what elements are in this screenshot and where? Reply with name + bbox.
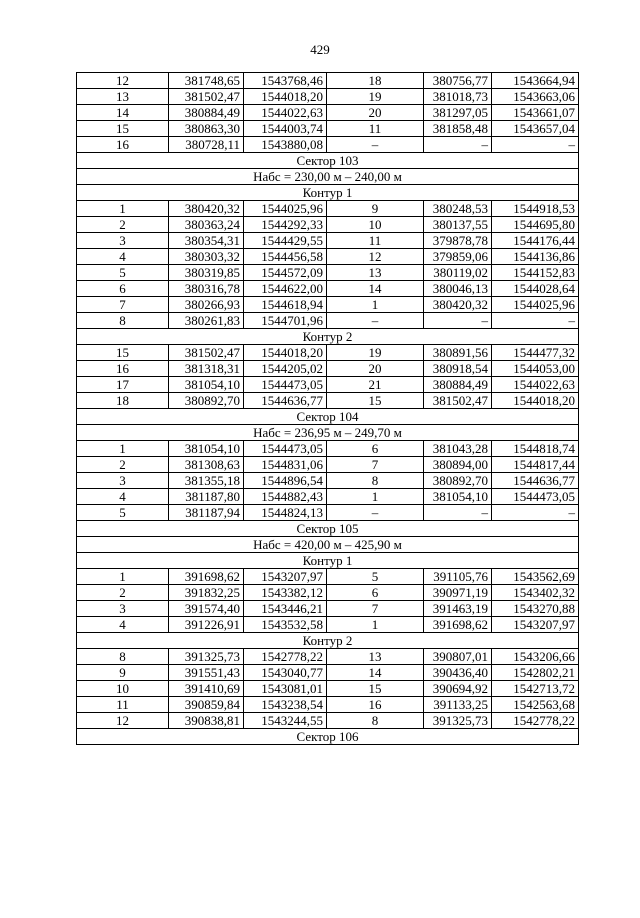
y-coordinate: 1543402,32 <box>492 585 579 601</box>
table-row <box>77 393 579 409</box>
y-coordinate: 1544477,32 <box>492 345 579 361</box>
x-coordinate: 380319,85 <box>169 265 244 281</box>
section-header-row <box>77 153 579 169</box>
x-coordinate: 391133,25 <box>424 697 492 713</box>
point-number: 5 <box>77 505 169 521</box>
x-coordinate: 380918,54 <box>424 361 492 377</box>
y-coordinate: 1544022,63 <box>244 105 327 121</box>
point-number: 19 <box>327 89 424 105</box>
x-coordinate: 391698,62 <box>169 569 244 585</box>
x-coordinate: 381187,94 <box>169 505 244 521</box>
y-coordinate: 1544636,77 <box>492 473 579 489</box>
table-row <box>77 345 579 361</box>
point-number: 9 <box>327 201 424 217</box>
y-coordinate: 1542563,68 <box>492 697 579 713</box>
y-coordinate: 1543270,88 <box>492 601 579 617</box>
x-coordinate: 391463,19 <box>424 601 492 617</box>
point-number: 8 <box>77 313 169 329</box>
point-number: 13 <box>327 265 424 281</box>
x-coordinate: 381308,63 <box>169 457 244 473</box>
y-coordinate: 1543207,97 <box>244 569 327 585</box>
point-number: 8 <box>327 713 424 729</box>
section-header-row <box>77 409 579 425</box>
y-coordinate: 1544429,55 <box>244 233 327 249</box>
x-coordinate: 380420,32 <box>424 297 492 313</box>
x-coordinate: 381297,05 <box>424 105 492 121</box>
y-coordinate: 1543244,55 <box>244 713 327 729</box>
table-row <box>77 73 579 89</box>
table-row <box>77 361 579 377</box>
point-number: 13 <box>327 649 424 665</box>
x-coordinate: 390807,01 <box>424 649 492 665</box>
x-coordinate: 391325,73 <box>169 649 244 665</box>
table-row <box>77 489 579 505</box>
y-coordinate: 1543446,21 <box>244 601 327 617</box>
table-row <box>77 233 579 249</box>
x-coordinate: 381054,10 <box>169 377 244 393</box>
y-coordinate: 1544176,44 <box>492 233 579 249</box>
point-number: 3 <box>77 601 169 617</box>
table-row <box>77 377 579 393</box>
section-header-row <box>77 425 579 441</box>
y-coordinate: 1544618,94 <box>244 297 327 313</box>
point-number: 5 <box>327 569 424 585</box>
x-coordinate: 380261,83 <box>169 313 244 329</box>
point-number: 21 <box>327 377 424 393</box>
table-row <box>77 313 579 329</box>
point-number: 7 <box>77 297 169 313</box>
section-header: Набс = 420,00 м – 425,90 м <box>77 537 579 553</box>
point-number: 4 <box>77 617 169 633</box>
table-row <box>77 505 579 521</box>
point-number: 11 <box>327 121 424 137</box>
point-number: 4 <box>77 249 169 265</box>
y-coordinate: 1543664,94 <box>492 73 579 89</box>
x-coordinate: 390859,84 <box>169 697 244 713</box>
section-header-row <box>77 521 579 537</box>
x-coordinate: 380728,11 <box>169 137 244 153</box>
section-header: Сектор 106 <box>77 729 579 745</box>
x-coordinate: 381054,10 <box>424 489 492 505</box>
x-coordinate: 380266,93 <box>169 297 244 313</box>
y-coordinate: – <box>492 505 579 521</box>
y-coordinate: 1544896,54 <box>244 473 327 489</box>
x-coordinate: 380363,24 <box>169 217 244 233</box>
x-coordinate: 391574,40 <box>169 601 244 617</box>
y-coordinate: 1544025,96 <box>244 201 327 217</box>
point-number: 1 <box>77 201 169 217</box>
x-coordinate: 391226,91 <box>169 617 244 633</box>
table-row <box>77 217 579 233</box>
x-coordinate: 379878,78 <box>424 233 492 249</box>
y-coordinate: 1544818,74 <box>492 441 579 457</box>
point-number: 6 <box>77 281 169 297</box>
point-number: 4 <box>77 489 169 505</box>
y-coordinate: 1542713,72 <box>492 681 579 697</box>
y-coordinate: 1544473,05 <box>244 441 327 457</box>
x-coordinate: 380863,30 <box>169 121 244 137</box>
x-coordinate: 381054,10 <box>169 441 244 457</box>
table-row <box>77 473 579 489</box>
y-coordinate: 1542778,22 <box>244 649 327 665</box>
point-number: 12 <box>327 249 424 265</box>
point-number: 1 <box>77 441 169 457</box>
point-number: 15 <box>77 121 169 137</box>
point-number: 13 <box>77 89 169 105</box>
x-coordinate: 391105,76 <box>424 569 492 585</box>
y-coordinate: 1544018,20 <box>492 393 579 409</box>
x-coordinate: 380884,49 <box>169 105 244 121</box>
coordinates-table <box>76 72 579 745</box>
point-number: 16 <box>77 137 169 153</box>
y-coordinate: 1544918,53 <box>492 201 579 217</box>
section-header: Контур 2 <box>77 329 579 345</box>
point-number: 19 <box>327 345 424 361</box>
y-coordinate: 1543880,08 <box>244 137 327 153</box>
y-coordinate: 1544817,44 <box>492 457 579 473</box>
x-coordinate: 381858,48 <box>424 121 492 137</box>
x-coordinate: 380316,78 <box>169 281 244 297</box>
section-header: Сектор 105 <box>77 521 579 537</box>
x-coordinate: 380119,02 <box>424 265 492 281</box>
section-header: Сектор 103 <box>77 153 579 169</box>
point-number: 18 <box>327 73 424 89</box>
point-number: 6 <box>327 585 424 601</box>
x-coordinate: 380891,56 <box>424 345 492 361</box>
section-header-row <box>77 553 579 569</box>
table-row <box>77 585 579 601</box>
point-number: 12 <box>77 73 169 89</box>
point-number: 5 <box>77 265 169 281</box>
x-coordinate: 381187,80 <box>169 489 244 505</box>
y-coordinate: 1544473,05 <box>492 489 579 505</box>
y-coordinate: – <box>492 137 579 153</box>
table-row <box>77 601 579 617</box>
x-coordinate: 381018,73 <box>424 89 492 105</box>
table-row <box>77 249 579 265</box>
x-coordinate: 390436,40 <box>424 665 492 681</box>
y-coordinate: 1543562,69 <box>492 569 579 585</box>
y-coordinate: 1542778,22 <box>492 713 579 729</box>
point-number: 7 <box>327 457 424 473</box>
point-number: 16 <box>327 697 424 713</box>
point-number: 2 <box>77 457 169 473</box>
point-number: 20 <box>327 361 424 377</box>
y-coordinate: 1544456,58 <box>244 249 327 265</box>
point-number: 12 <box>77 713 169 729</box>
section-header: Набс = 230,00 м – 240,00 м <box>77 169 579 185</box>
x-coordinate: – <box>424 313 492 329</box>
point-number: 14 <box>327 665 424 681</box>
point-number: – <box>327 313 424 329</box>
x-coordinate: – <box>424 137 492 153</box>
y-coordinate: 1544831,06 <box>244 457 327 473</box>
x-coordinate: 380756,77 <box>424 73 492 89</box>
y-coordinate: 1543663,06 <box>492 89 579 105</box>
section-header-row <box>77 729 579 745</box>
table-row <box>77 281 579 297</box>
x-coordinate: 381748,65 <box>169 73 244 89</box>
x-coordinate: 381502,47 <box>169 89 244 105</box>
point-number: 8 <box>327 473 424 489</box>
point-number: – <box>327 505 424 521</box>
point-number: 9 <box>77 665 169 681</box>
x-coordinate: 381502,47 <box>424 393 492 409</box>
y-coordinate: 1543382,12 <box>244 585 327 601</box>
section-header-row <box>77 169 579 185</box>
section-header-row <box>77 633 579 649</box>
y-coordinate: 1544292,33 <box>244 217 327 233</box>
x-coordinate: 380137,55 <box>424 217 492 233</box>
x-coordinate: 380303,32 <box>169 249 244 265</box>
section-header: Контур 1 <box>77 185 579 201</box>
y-coordinate: 1544018,20 <box>244 345 327 361</box>
x-coordinate: 381502,47 <box>169 345 244 361</box>
section-header: Контур 1 <box>77 553 579 569</box>
table-row <box>77 697 579 713</box>
y-coordinate: 1544025,96 <box>492 297 579 313</box>
x-coordinate: 380248,53 <box>424 201 492 217</box>
x-coordinate: 380420,32 <box>169 201 244 217</box>
y-coordinate: 1544882,43 <box>244 489 327 505</box>
point-number: 1 <box>327 297 424 313</box>
y-coordinate: 1544824,13 <box>244 505 327 521</box>
table-row <box>77 681 579 697</box>
x-coordinate: 391410,69 <box>169 681 244 697</box>
table-row <box>77 569 579 585</box>
y-coordinate: 1544152,83 <box>492 265 579 281</box>
section-header-row <box>77 537 579 553</box>
x-coordinate: 381043,28 <box>424 441 492 457</box>
x-coordinate: 391551,43 <box>169 665 244 681</box>
x-coordinate: 380894,00 <box>424 457 492 473</box>
x-coordinate: 391832,25 <box>169 585 244 601</box>
x-coordinate: 380884,49 <box>424 377 492 393</box>
point-number: 1 <box>327 617 424 633</box>
point-number: 14 <box>327 281 424 297</box>
y-coordinate: 1544028,64 <box>492 281 579 297</box>
y-coordinate: 1543532,58 <box>244 617 327 633</box>
y-coordinate: 1542802,21 <box>492 665 579 681</box>
y-coordinate: 1544018,20 <box>244 89 327 105</box>
point-number: 11 <box>327 233 424 249</box>
point-number: 3 <box>77 473 169 489</box>
y-coordinate: 1544622,00 <box>244 281 327 297</box>
point-number: 15 <box>77 345 169 361</box>
point-number: 16 <box>77 361 169 377</box>
x-coordinate: – <box>424 505 492 521</box>
y-coordinate: 1544053,00 <box>492 361 579 377</box>
section-header: Сектор 104 <box>77 409 579 425</box>
point-number: 3 <box>77 233 169 249</box>
point-number: 15 <box>327 393 424 409</box>
section-header-row <box>77 329 579 345</box>
y-coordinate: 1544022,63 <box>492 377 579 393</box>
table-row <box>77 89 579 105</box>
x-coordinate: 381355,18 <box>169 473 244 489</box>
point-number: 18 <box>77 393 169 409</box>
point-number: 11 <box>77 697 169 713</box>
y-coordinate: 1544695,80 <box>492 217 579 233</box>
y-coordinate: 1543207,97 <box>492 617 579 633</box>
y-coordinate: 1543238,54 <box>244 697 327 713</box>
point-number: 15 <box>327 681 424 697</box>
y-coordinate: 1544473,05 <box>244 377 327 393</box>
point-number: – <box>327 137 424 153</box>
y-coordinate: 1544572,09 <box>244 265 327 281</box>
x-coordinate: 391698,62 <box>424 617 492 633</box>
table-row <box>77 297 579 313</box>
point-number: 8 <box>77 649 169 665</box>
table-row <box>77 713 579 729</box>
y-coordinate: – <box>492 313 579 329</box>
y-coordinate: 1544205,02 <box>244 361 327 377</box>
point-number: 7 <box>327 601 424 617</box>
x-coordinate: 380046,13 <box>424 281 492 297</box>
x-coordinate: 380892,70 <box>169 393 244 409</box>
y-coordinate: 1543768,46 <box>244 73 327 89</box>
point-number: 6 <box>327 441 424 457</box>
point-number: 10 <box>77 681 169 697</box>
y-coordinate: 1543206,66 <box>492 649 579 665</box>
point-number: 10 <box>327 217 424 233</box>
x-coordinate: 390971,19 <box>424 585 492 601</box>
x-coordinate: 380354,31 <box>169 233 244 249</box>
x-coordinate: 381318,31 <box>169 361 244 377</box>
y-coordinate: 1544701,96 <box>244 313 327 329</box>
y-coordinate: 1543040,77 <box>244 665 327 681</box>
point-number: 1 <box>327 489 424 505</box>
y-coordinate: 1543657,04 <box>492 121 579 137</box>
x-coordinate: 390838,81 <box>169 713 244 729</box>
table-row <box>77 105 579 121</box>
y-coordinate: 1544636,77 <box>244 393 327 409</box>
y-coordinate: 1544136,86 <box>492 249 579 265</box>
section-header-row <box>77 185 579 201</box>
table-row <box>77 121 579 137</box>
x-coordinate: 379859,06 <box>424 249 492 265</box>
table-row <box>77 201 579 217</box>
point-number: 20 <box>327 105 424 121</box>
x-coordinate: 380892,70 <box>424 473 492 489</box>
y-coordinate: 1543081,01 <box>244 681 327 697</box>
point-number: 2 <box>77 217 169 233</box>
page-number: 429 <box>310 42 330 57</box>
y-coordinate: 1544003,74 <box>244 121 327 137</box>
table-row <box>77 137 579 153</box>
table-row <box>77 441 579 457</box>
section-header: Набс = 236,95 м – 249,70 м <box>77 425 579 441</box>
point-number: 2 <box>77 585 169 601</box>
y-coordinate: 1543661,07 <box>492 105 579 121</box>
x-coordinate: 390694,92 <box>424 681 492 697</box>
point-number: 1 <box>77 569 169 585</box>
x-coordinate: 391325,73 <box>424 713 492 729</box>
table-row <box>77 665 579 681</box>
table-row <box>77 649 579 665</box>
table-row <box>77 617 579 633</box>
point-number: 14 <box>77 105 169 121</box>
point-number: 17 <box>77 377 169 393</box>
table-row <box>77 457 579 473</box>
table-row <box>77 265 579 281</box>
section-header: Контур 2 <box>77 633 579 649</box>
